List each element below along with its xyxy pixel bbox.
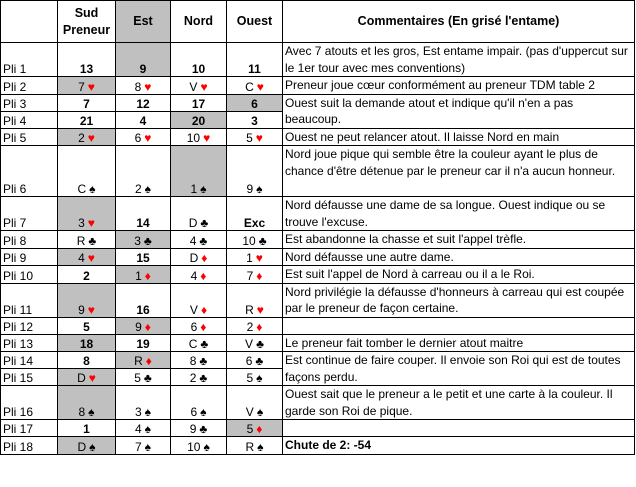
suit-icon: ♣	[143, 371, 152, 385]
header-pli	[1, 1, 58, 43]
card-value: Exc	[243, 216, 266, 230]
header-sud	[58, 1, 116, 43]
header-nord: Nord	[171, 1, 227, 43]
suit-icon: ♠	[144, 182, 152, 196]
trick-comment	[283, 420, 635, 437]
suit-icon: ♠	[200, 182, 207, 196]
card-sud	[58, 420, 116, 437]
suit-icon: ♠	[200, 405, 207, 419]
card-nord	[171, 111, 227, 128]
card-ouest	[227, 43, 283, 77]
suit-icon: ♥	[200, 79, 208, 94]
card-sud	[58, 283, 116, 317]
card-nord	[171, 94, 227, 111]
trick-comment	[283, 317, 635, 334]
card-sud	[58, 334, 116, 352]
card-value: V	[189, 79, 198, 94]
suit-icon: ♥	[87, 216, 95, 230]
suit-icon: ♣	[256, 337, 264, 351]
trick-comment: Avec 7 atouts et les gros, Est entame impair. (pas d'uppercut sur le 1er tour avec mes conventions)	[283, 43, 635, 77]
card-value: 9	[139, 62, 147, 76]
suit-icon: ♥	[144, 79, 152, 94]
card-value: D	[77, 439, 87, 454]
card-sud	[58, 128, 116, 146]
card-nord	[171, 437, 227, 455]
suit-icon: ♥	[255, 131, 263, 145]
card-est	[116, 197, 171, 231]
trick-label: Pli 7	[1, 197, 58, 231]
card-value: 20	[191, 113, 206, 128]
suit-icon: ♥	[87, 302, 95, 317]
suit-icon: ♥	[144, 131, 152, 145]
suit-icon: ♣	[200, 216, 209, 230]
card-nord	[171, 352, 227, 369]
trick-row	[1, 386, 635, 420]
suit-icon: ♠	[256, 182, 263, 196]
card-value: 21	[79, 113, 94, 128]
card-nord	[171, 317, 227, 334]
card-value: D	[189, 251, 199, 265]
card-est	[116, 231, 171, 249]
suit-icon: ♦	[145, 354, 152, 368]
card-nord	[171, 248, 227, 266]
trick-comment: Ouest sait que le preneur a le petit et une carte à la couleur. Il garde son Roi de pique.	[283, 386, 635, 420]
card-est	[116, 386, 171, 420]
card-ouest	[227, 94, 283, 111]
trick-label: Pli 4	[1, 111, 58, 128]
header-commentaires-label: Commentaires (En grisé l'entame)	[357, 14, 560, 28]
trick-comment: Ouest suit la demande atout et indique qu'il n'en a pas beaucoup.	[283, 94, 635, 128]
card-value: 3	[78, 216, 85, 230]
card-value: 10	[191, 62, 206, 76]
suit-icon: ♥	[255, 251, 263, 265]
trick-label: Pli 6	[1, 146, 58, 197]
suit-icon: ♦	[200, 268, 207, 283]
card-ouest	[227, 231, 283, 249]
card-value: 1	[246, 251, 253, 265]
card-value: 1	[83, 422, 90, 436]
suit-icon: ♦	[201, 251, 208, 265]
card-ouest	[227, 317, 283, 334]
suit-icon: ♣	[199, 354, 208, 368]
suit-icon: ♠	[256, 371, 263, 385]
trick-row	[1, 248, 635, 266]
trick-row	[1, 420, 635, 437]
card-value: 5	[134, 371, 141, 385]
trick-comment: Preneur joue cœur conformément au preneur TDM table 2	[283, 77, 635, 95]
trick-label: Pli 12	[1, 317, 58, 334]
card-nord	[171, 43, 227, 77]
card-nord	[171, 420, 227, 437]
card-value: 16	[136, 302, 150, 317]
card-value: D	[77, 371, 86, 385]
card-est	[116, 283, 171, 317]
card-sud	[58, 197, 116, 231]
card-value: 1	[135, 268, 142, 283]
suit-icon: ♣	[255, 354, 264, 368]
card-value: 2	[78, 131, 85, 145]
card-value: 14	[136, 216, 150, 230]
trick-row	[1, 128, 635, 146]
trick-label: Pli 3	[1, 94, 58, 111]
card-value: C	[77, 182, 87, 196]
card-sud	[58, 94, 116, 111]
card-sud	[58, 43, 116, 77]
card-value: 7	[78, 79, 85, 94]
card-value: 5	[83, 319, 90, 334]
tricks-body	[1, 43, 635, 455]
header-sud-label: Sud Preneur	[62, 5, 111, 37]
card-nord	[171, 334, 227, 352]
card-est	[116, 248, 171, 266]
suit-icon: ♠	[89, 182, 96, 196]
card-value: 6	[134, 131, 142, 145]
trick-comment: Ouest ne peut relancer atout. Il laisse Nord en main	[283, 128, 635, 146]
card-sud	[58, 266, 116, 284]
card-value: 13	[79, 62, 94, 76]
suit-icon: ♦	[200, 302, 208, 317]
card-value: 18	[79, 337, 94, 351]
card-est	[116, 43, 171, 77]
trick-label: Pli 14	[1, 352, 58, 369]
card-value: 6	[190, 405, 198, 419]
card-nord	[171, 77, 227, 95]
card-ouest	[227, 197, 283, 231]
card-value: 9	[189, 422, 197, 436]
suit-icon: ♠	[89, 439, 96, 454]
card-ouest	[227, 352, 283, 369]
suit-icon: ♠	[144, 422, 152, 436]
card-nord	[171, 283, 227, 317]
trick-row	[1, 437, 635, 455]
suit-icon: ♥	[203, 131, 211, 145]
trick-row	[1, 317, 635, 334]
card-value: 4	[134, 422, 142, 436]
trick-row	[1, 197, 635, 231]
trick-label: Pli 10	[1, 266, 58, 284]
card-value: 6	[245, 354, 253, 368]
card-value: 5	[246, 422, 254, 436]
suit-icon: ♣	[258, 233, 267, 248]
trick-comment: Est suit l'appel de Nord à carreau ou il a le Roi.	[283, 266, 635, 284]
card-sud	[58, 248, 116, 266]
card-est	[116, 420, 171, 437]
card-est	[116, 111, 171, 128]
card-nord	[171, 231, 227, 249]
suit-icon: ♣	[200, 337, 209, 351]
trick-row	[1, 146, 635, 197]
suit-icon: ♦	[144, 319, 151, 334]
card-value: 8	[134, 79, 142, 94]
card-ouest	[227, 146, 283, 197]
card-sud	[58, 317, 116, 334]
card-ouest	[227, 420, 283, 437]
header-commentaires	[283, 1, 635, 43]
suit-icon: ♠	[256, 405, 264, 419]
card-value: 4	[190, 268, 198, 283]
card-value: 11	[248, 62, 261, 76]
card-value: 2	[83, 268, 90, 283]
card-est	[116, 77, 171, 95]
suit-icon: ♠	[203, 439, 210, 454]
suit-icon: ♥	[256, 302, 264, 317]
suit-icon: ♣	[88, 233, 97, 248]
suit-icon: ♣	[143, 233, 152, 248]
card-value: 5	[246, 371, 254, 385]
card-value: 10	[186, 131, 201, 145]
card-value: 9	[135, 319, 142, 334]
card-value: 8	[189, 354, 197, 368]
suit-icon: ♠	[144, 405, 152, 419]
card-value: 4	[189, 233, 197, 248]
card-nord	[171, 146, 227, 197]
suit-icon: ♥	[87, 79, 95, 94]
trick-comment: Nord joue pique qui semble être la couleur ayant le plus de chance d'être détenue par le preneur car il n'a aucun honneur.	[283, 146, 635, 197]
card-nord	[171, 369, 227, 386]
card-value: 4	[139, 113, 147, 128]
trick-row	[1, 283, 635, 317]
header-ouest: Ouest	[227, 1, 283, 43]
trick-row	[1, 231, 635, 249]
card-sud	[58, 231, 116, 249]
card-value: D	[188, 216, 198, 230]
card-nord	[171, 197, 227, 231]
suit-icon: ♦	[256, 268, 263, 283]
card-value: C	[188, 337, 198, 351]
trick-row	[1, 266, 635, 284]
card-est	[116, 317, 171, 334]
card-ouest	[227, 283, 283, 317]
trick-label: Pli 16	[1, 386, 58, 420]
card-value: 2	[189, 371, 197, 385]
trick-comment: Nord privilégie la défausse d'honneurs à carreau qui est coupée par le preneur de façon certaine.	[283, 283, 635, 317]
header-row	[1, 1, 635, 43]
card-est	[116, 94, 171, 111]
trick-comment: Est abandonne la chasse et suit l'appel trèfle.	[283, 231, 635, 249]
card-value: 2	[134, 182, 142, 196]
trick-label: Pli 17	[1, 420, 58, 437]
card-sud	[58, 146, 116, 197]
card-value: 7	[134, 439, 142, 454]
card-est	[116, 352, 171, 369]
card-value: 10	[242, 233, 256, 248]
card-est	[116, 369, 171, 386]
card-ouest	[227, 266, 283, 284]
card-value: 6	[190, 319, 198, 334]
trick-comment: Nord défausse une autre dame.	[283, 248, 635, 266]
suit-icon: ♦	[200, 319, 207, 334]
trick-label: Pli 9	[1, 248, 58, 266]
card-value: 15	[136, 251, 150, 265]
card-value: R	[134, 354, 143, 368]
trick-row	[1, 352, 635, 369]
card-value: 7	[246, 268, 254, 283]
suit-icon: ♥	[87, 131, 95, 145]
card-ouest	[227, 437, 283, 455]
trick-comment: Est continue de faire couper. Il envoie son Roi qui est de toutes façons perdu.	[283, 352, 635, 386]
card-value: 9	[246, 182, 254, 196]
card-value: 6	[251, 96, 258, 111]
trick-label: Pli 2	[1, 77, 58, 95]
card-sud	[58, 386, 116, 420]
card-value: 8	[83, 354, 90, 368]
card-nord	[171, 128, 227, 146]
card-value: 3	[251, 113, 258, 128]
card-value: R	[245, 439, 255, 454]
suit-icon: ♦	[256, 319, 263, 334]
suit-icon: ♣	[199, 422, 208, 436]
card-value: 19	[136, 337, 150, 351]
card-value: 9	[78, 302, 85, 317]
card-value: C	[245, 79, 254, 94]
trick-row	[1, 334, 635, 352]
card-sud	[58, 77, 116, 95]
suit-icon: ♣	[199, 233, 208, 248]
suit-icon: ♥	[88, 371, 96, 385]
card-value: 3	[134, 233, 141, 248]
card-value: 1	[190, 182, 198, 196]
suit-icon: ♠	[144, 439, 152, 454]
card-value: 10	[187, 439, 201, 454]
trick-label: Pli 1	[1, 43, 58, 77]
card-value: 5	[246, 131, 253, 145]
card-ouest	[227, 369, 283, 386]
card-value: V	[245, 337, 254, 351]
trick-comment: Nord défausse une dame de sa longue. Ouest indique ou se trouve l'excuse.	[283, 197, 635, 231]
card-value: R	[76, 233, 86, 248]
card-est	[116, 334, 171, 352]
card-value: 4	[78, 251, 85, 265]
card-value: 12	[136, 96, 150, 111]
trick-label: Pli 13	[1, 334, 58, 352]
card-value: R	[245, 302, 254, 317]
header-est: Est	[116, 1, 171, 43]
trick-label: Pli 18	[1, 437, 58, 455]
card-sud	[58, 437, 116, 455]
card-est	[116, 128, 171, 146]
card-sud	[58, 111, 116, 128]
suit-icon: ♠	[257, 439, 264, 454]
card-value: 17	[191, 96, 206, 111]
card-value: 7	[83, 96, 90, 111]
suit-icon: ♥	[256, 79, 264, 94]
trick-comment: Le preneur fait tomber le dernier atout maitre	[283, 334, 635, 352]
card-value: 2	[246, 319, 254, 334]
trick-label: Pli 15	[1, 369, 58, 386]
suit-icon: ♠	[88, 405, 95, 419]
card-ouest	[227, 334, 283, 352]
card-value: 3	[134, 405, 142, 419]
card-ouest	[227, 77, 283, 95]
card-est	[116, 437, 171, 455]
trick-label: Pli 8	[1, 231, 58, 249]
card-value: V	[245, 405, 254, 419]
card-ouest	[227, 386, 283, 420]
card-ouest	[227, 128, 283, 146]
trick-label: Pli 11	[1, 283, 58, 317]
card-ouest	[227, 248, 283, 266]
card-nord	[171, 266, 227, 284]
suit-icon: ♦	[144, 268, 151, 283]
card-ouest	[227, 111, 283, 128]
trick-comment: Chute de 2: -54	[283, 437, 635, 455]
suit-icon: ♦	[256, 422, 263, 436]
trick-row	[1, 94, 635, 111]
suit-icon: ♣	[199, 371, 208, 385]
card-value: V	[189, 302, 198, 317]
trick-row	[1, 77, 635, 95]
suit-icon: ♥	[87, 251, 95, 265]
card-value: 8	[78, 405, 86, 419]
card-est	[116, 266, 171, 284]
trick-label: Pli 5	[1, 128, 58, 146]
card-sud	[58, 352, 116, 369]
card-sud	[58, 369, 116, 386]
trick-row	[1, 43, 635, 77]
card-nord	[171, 386, 227, 420]
card-est	[116, 146, 171, 197]
